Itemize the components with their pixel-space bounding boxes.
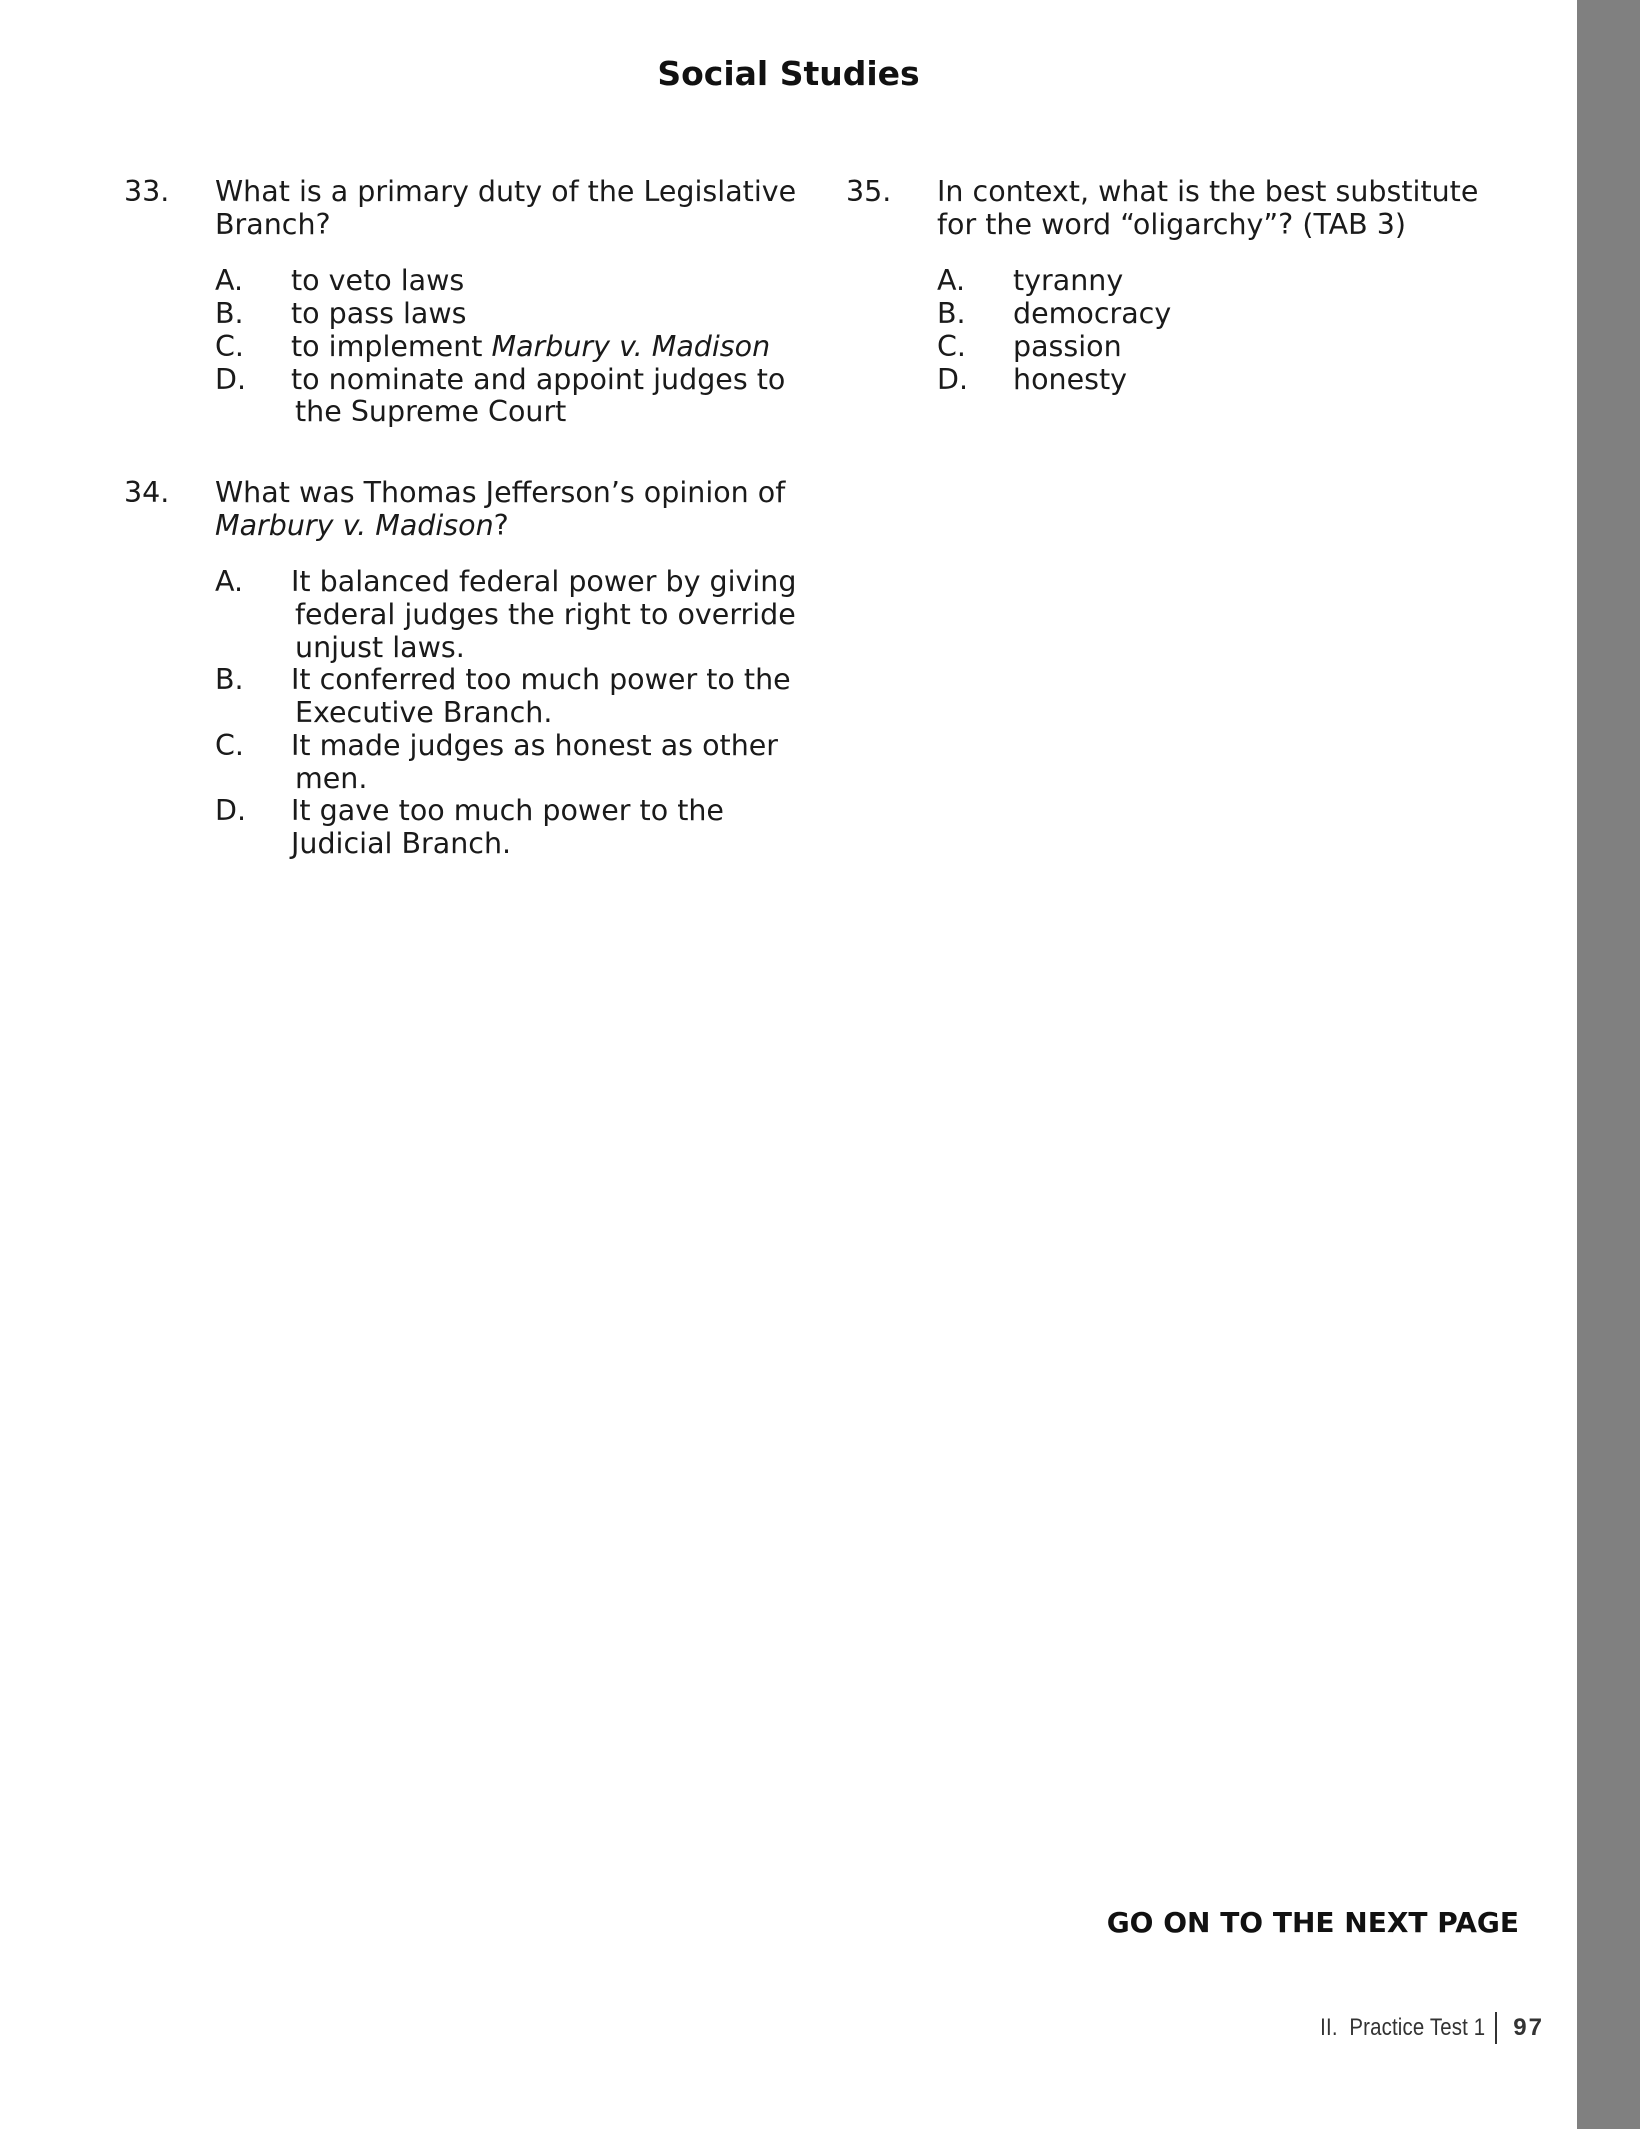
option-letter: B. — [215, 297, 244, 331]
option-line: It balanced federal power by giving — [291, 565, 797, 599]
option-text: to pass laws — [291, 297, 467, 331]
question-number: 33. — [124, 175, 170, 208]
side-tab-bar — [1577, 0, 1640, 2129]
page-footer — [1291, 2012, 1544, 2044]
option-letter: D. — [215, 794, 247, 828]
answer-option-a[interactable] — [215, 265, 804, 298]
answer-option-d[interactable] — [215, 795, 804, 860]
option-text — [291, 331, 804, 364]
page-title: Social Studies — [657, 54, 920, 93]
footer-section-label: II. Practice Test 1 — [1320, 2014, 1486, 2041]
option-text — [291, 730, 804, 795]
option-line: Judicial Branch. — [291, 826, 512, 860]
answer-option-d[interactable] — [215, 364, 804, 429]
question-number: 34. — [124, 475, 170, 509]
question-text: In context, what is the best substitute for the word “oligarchy”? (TAB 3) — [937, 175, 1479, 241]
option-letter: D. — [937, 362, 969, 396]
option-text: to veto laws — [291, 264, 465, 298]
answer-option-a[interactable] — [215, 566, 804, 664]
option-line: men. — [295, 761, 368, 795]
question-33 — [124, 176, 804, 429]
option-text: tyranny — [1013, 264, 1124, 298]
option-text — [291, 664, 804, 729]
right-column — [846, 176, 1526, 444]
answer-option-b[interactable] — [215, 664, 804, 729]
option-line: Executive Branch. — [295, 696, 553, 730]
option-letter: C. — [215, 329, 244, 363]
left-column — [124, 176, 804, 909]
answer-option-c[interactable] — [215, 331, 804, 364]
page-number: 97 — [1513, 2014, 1544, 2041]
question-header — [846, 176, 1526, 241]
option-text — [291, 364, 804, 429]
option-letter: A. — [215, 264, 244, 298]
footer-divider — [1495, 2012, 1497, 2044]
question-text-italic: Marbury v. Madison — [215, 508, 494, 542]
question-number: 35. — [846, 175, 892, 208]
answer-options — [215, 265, 804, 429]
answer-option-d[interactable] — [937, 364, 1526, 397]
go-on-next-page-notice: GO ON TO THE NEXT PAGE — [1106, 1906, 1519, 1939]
answer-option-b[interactable] — [215, 298, 804, 331]
option-line: It conferred too much power to the — [291, 663, 791, 697]
option-line: unjust laws. — [295, 630, 465, 664]
question-34 — [124, 477, 804, 861]
question-35 — [846, 176, 1526, 396]
question-text — [215, 477, 804, 542]
option-letter: B. — [937, 297, 966, 331]
answer-options — [937, 265, 1526, 396]
option-line: It gave too much power to the — [291, 794, 724, 828]
option-line: the Supreme Court — [295, 395, 567, 429]
option-letter: C. — [937, 329, 966, 363]
option-letter: D. — [215, 362, 247, 396]
option-text — [291, 566, 804, 664]
question-text-plain: What was Thomas Jefferson’s opinion of — [215, 475, 786, 509]
option-line: federal judges the right to override — [295, 598, 796, 632]
option-line: It made judges as honest as other — [291, 728, 779, 762]
option-letter: A. — [937, 264, 966, 298]
question-text-end: ? — [493, 508, 509, 542]
option-text: democracy — [1013, 297, 1172, 331]
question-header — [124, 176, 804, 241]
answer-option-c[interactable] — [215, 730, 804, 795]
option-letter: A. — [215, 565, 244, 599]
answer-options — [215, 566, 804, 860]
answer-option-b[interactable] — [937, 298, 1526, 331]
option-line: to nominate and appoint judges to — [291, 362, 786, 396]
option-letter: B. — [215, 663, 244, 697]
option-text: honesty — [1013, 362, 1127, 396]
option-text: passion — [1013, 329, 1122, 363]
answer-option-c[interactable] — [937, 331, 1526, 364]
option-text-italic: Marbury v. Madison — [491, 329, 771, 363]
question-header — [124, 477, 804, 542]
option-text-plain: to implement — [291, 329, 492, 363]
answer-option-a[interactable] — [937, 265, 1526, 298]
option-text — [291, 795, 804, 860]
question-text: What is a primary duty of the Legislative Branch? — [215, 175, 797, 241]
option-letter: C. — [215, 728, 244, 762]
